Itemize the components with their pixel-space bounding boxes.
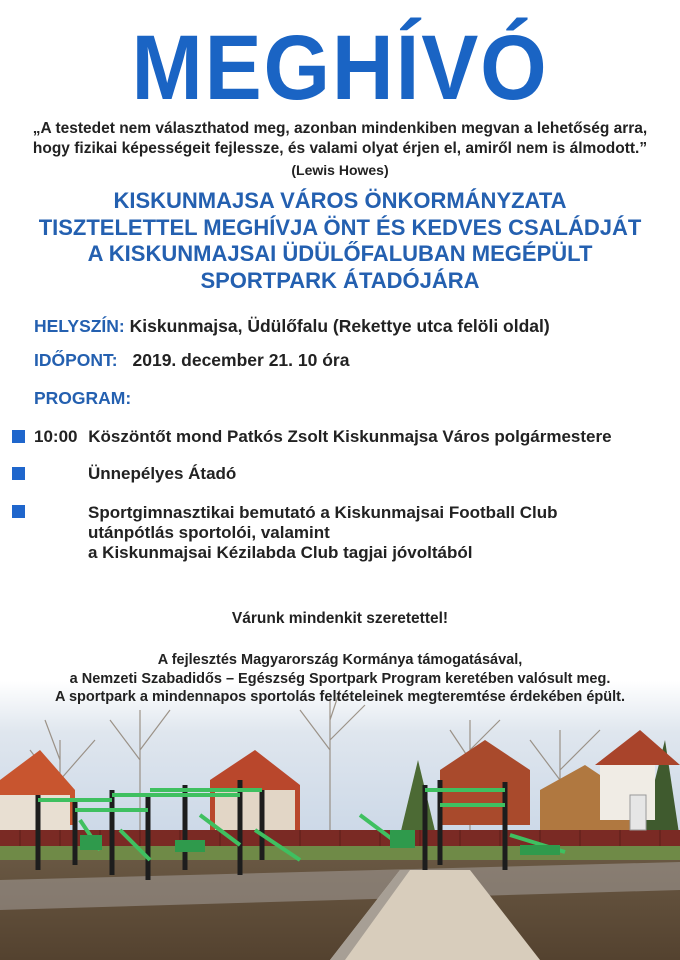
funding-line-1: A fejlesztés Magyarország Kormánya támogatásával,	[157, 652, 523, 668]
quote	[0, 119, 680, 159]
page-title: MEGHÍVÓ	[131, 17, 549, 119]
sportpark-photo	[0, 590, 680, 960]
quote-line-1: „A testedet nem választhatod meg, azonban mindenkiben megvan a lehetőség arra,	[32, 120, 648, 137]
headline-line-2: TISZTELETTEL MEGHÍVJA ÖNT ÉS KEDVES CSALÁDJÁT	[38, 214, 642, 240]
location-value: Kiskunmajsa, Üdülőfalu (Rekettye utca felöli oldal)	[129, 316, 550, 336]
funding-note	[0, 651, 680, 707]
headline-line-1: KISKUNMAJSA VÁROS ÖNKORMÁNYZATA	[113, 188, 567, 213]
time-label: IDŐPONT:	[34, 350, 118, 370]
bullet-square-icon	[12, 467, 25, 480]
location-label: HELYSZÍN:	[34, 316, 125, 336]
headline-line-3: A KISKUNMAJSAI ÜDÜLŐFALUBAN MEGÉPÜLT	[87, 241, 593, 266]
program-item-3-line-1: Sportgimnasztikai bemutató a Kiskunmajsai Football Club	[88, 503, 558, 522]
funding-line-2: a Nemzeti Szabadidős – Egészség Sportpark Program keretében valósult meg.	[69, 670, 611, 687]
welcome-text: Várunk mindenkit szeretettel!	[231, 610, 449, 627]
program-item-3-line-3: a Kiskunmajsai Kézilabda Club tagjai jóvoltából	[88, 543, 473, 562]
bullet-square-icon	[12, 430, 25, 443]
program-item-2: Ünnepélyes Átadó	[88, 464, 237, 483]
funding-line-3: A sportpark a mindennapos sportolás feltételeinek megteremtése érdekében épült.	[55, 689, 625, 705]
quote-author: (Lewis Howes)	[291, 162, 389, 178]
time-row	[34, 350, 349, 371]
bullet-square-icon	[12, 505, 25, 518]
quote-line-2: hogy fizikai képességeit fejlessze, és valami olyat érjen el, amiről nem is álmodott.”	[32, 140, 648, 157]
program-item-3-line-2: utánpótlás sportolói, valamint	[88, 523, 330, 542]
headline-line-4: SPORTPARK ÁTADÓJÁRA	[200, 267, 480, 293]
program-item-time: 10:00	[34, 427, 78, 446]
program-item-3	[88, 503, 557, 563]
program-item-1	[34, 427, 612, 447]
invitation-headline	[0, 188, 680, 294]
program-item-text: Köszöntőt mond Patkós Zsolt Kiskunmajsa Város polgármestere	[88, 427, 612, 446]
program-label: PROGRAM:	[34, 388, 132, 408]
time-value: 2019. december 21. 10 óra	[132, 350, 350, 370]
location-row	[34, 316, 550, 337]
